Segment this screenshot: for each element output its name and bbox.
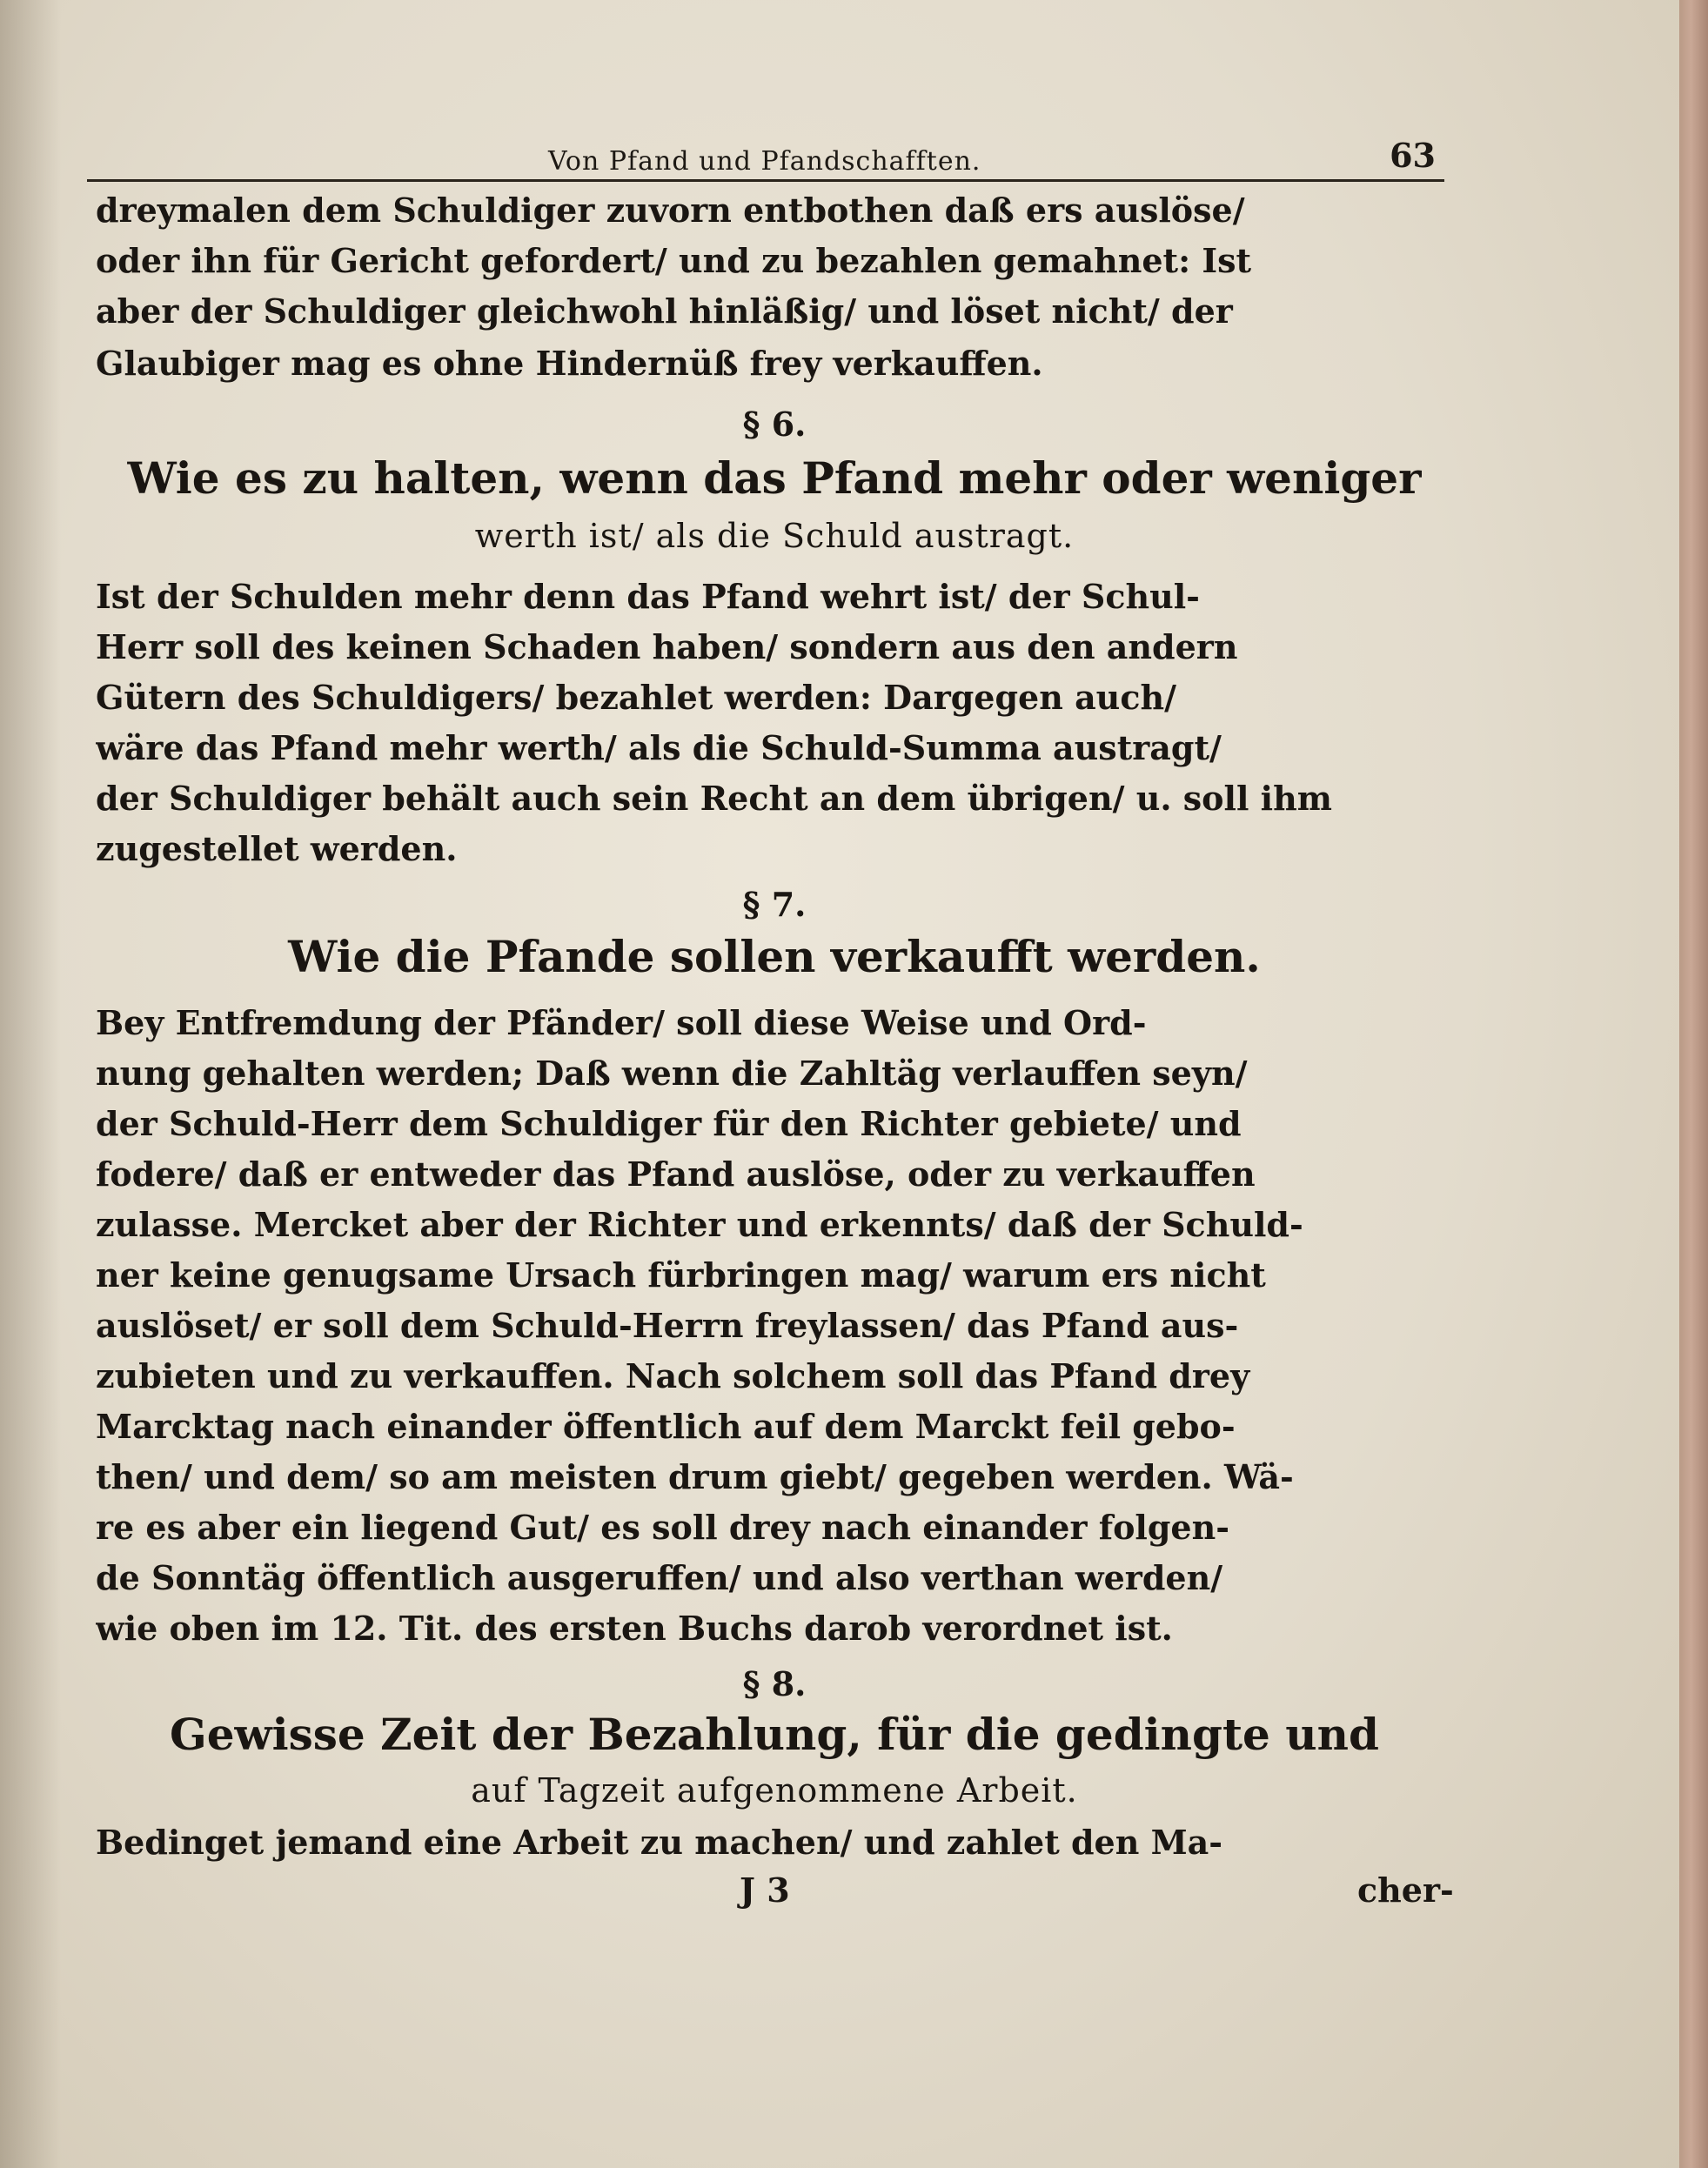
section-heading: Gewisse Zeit der Bezahlung, für die gedingte und — [170, 1710, 1379, 1759]
section-number: § 6. — [742, 405, 807, 444]
page-number: 63 — [1390, 136, 1436, 175]
text-line: Bey Entfremdung der Pfänder/ soll diese Weise und Ord- — [96, 1003, 1147, 1042]
text-line: Marcktag nach einander öffentlich auf dem Marckt feil gebo- — [96, 1407, 1236, 1446]
text-line: wäre das Pfand mehr werth/ als die Schuld-Summa austragt/ — [96, 728, 1222, 767]
section-subheading: werth ist/ als die Schuld austragt. — [474, 517, 1075, 555]
text-line: then/ und dem/ so am meisten drum giebt/ gegeben werden. Wä- — [96, 1457, 1294, 1496]
text-line: auslöset/ er soll dem Schuld-Herrn freylassen/ das Pfand aus- — [96, 1306, 1239, 1345]
running-head: Von Pfand und Pfandschafften. — [548, 146, 981, 177]
text-line: zubieten und zu verkauffen. Nach solchem soll das Pfand drey — [96, 1356, 1250, 1395]
text-line: de Sonntäg öffentlich ausgeruffen/ und also verthan werden/ — [96, 1558, 1223, 1597]
section-number: § 7. — [742, 885, 807, 924]
text-line: Ist der Schulden mehr denn das Pfand wehrt ist/ der Schul- — [96, 577, 1200, 616]
section-heading: Wie es zu halten, wenn das Pfand mehr oder weniger — [127, 454, 1422, 503]
catchword: cher- — [1357, 1870, 1454, 1910]
text-line: fodere/ daß er entweder das Pfand auslöse, oder zu verkauffen — [96, 1154, 1256, 1194]
text-line: wie oben im 12. Tit. des ersten Buchs darob verordnet ist. — [96, 1609, 1173, 1648]
header-rule — [87, 179, 1444, 182]
text-line: Gütern des Schuldigers/ bezahlet werden: Dargegen auch/ — [96, 678, 1176, 717]
signature-mark: J 3 — [740, 1870, 790, 1910]
spine-shadow — [0, 0, 61, 2168]
page-edge — [1679, 0, 1708, 2168]
text-line: der Schuldiger behält auch sein Recht an dem übrigen/ u. soll ihm — [96, 779, 1332, 818]
text-line: Bedinget jemand eine Arbeit zu machen/ und zahlet den Ma- — [96, 1823, 1223, 1862]
text-line: zugestellet werden. — [96, 829, 458, 868]
text-line: nung gehalten werden; Daß wenn die Zahltäg verlauffen seyn/ — [96, 1054, 1248, 1093]
text-line: Herr soll des keinen Schaden haben/ sondern aus den andern — [96, 627, 1238, 666]
text-line: oder ihn für Gericht gefordert/ und zu bezahlen gemahnet: Ist — [96, 241, 1252, 280]
text-line: Glaubiger mag es ohne Hindernüß frey verkauffen. — [96, 344, 1043, 383]
text-line: dreymalen dem Schuldiger zuvorn entbothen daß ers auslöse/ — [96, 191, 1245, 230]
text-line: der Schuld-Herr dem Schuldiger für den Richter gebiete/ und — [96, 1104, 1242, 1143]
text-line: re es aber ein liegend Gut/ es soll drey nach einander folgen- — [96, 1508, 1230, 1547]
text-line: zulasse. Mercket aber der Richter und erkennts/ daß der Schuld- — [96, 1205, 1303, 1244]
section-subheading: auf Tagzeit aufgenommene Arbeit. — [471, 1771, 1078, 1810]
text-line: aber der Schuldiger gleichwohl hinläßig/ und löset nicht/ der — [96, 291, 1233, 331]
text-line: ner keine genugsame Ursach fürbringen mag/ warum ers nicht — [96, 1255, 1266, 1295]
section-heading: Wie die Pfande sollen verkaufft werden. — [288, 933, 1261, 981]
section-number: § 8. — [742, 1664, 807, 1703]
